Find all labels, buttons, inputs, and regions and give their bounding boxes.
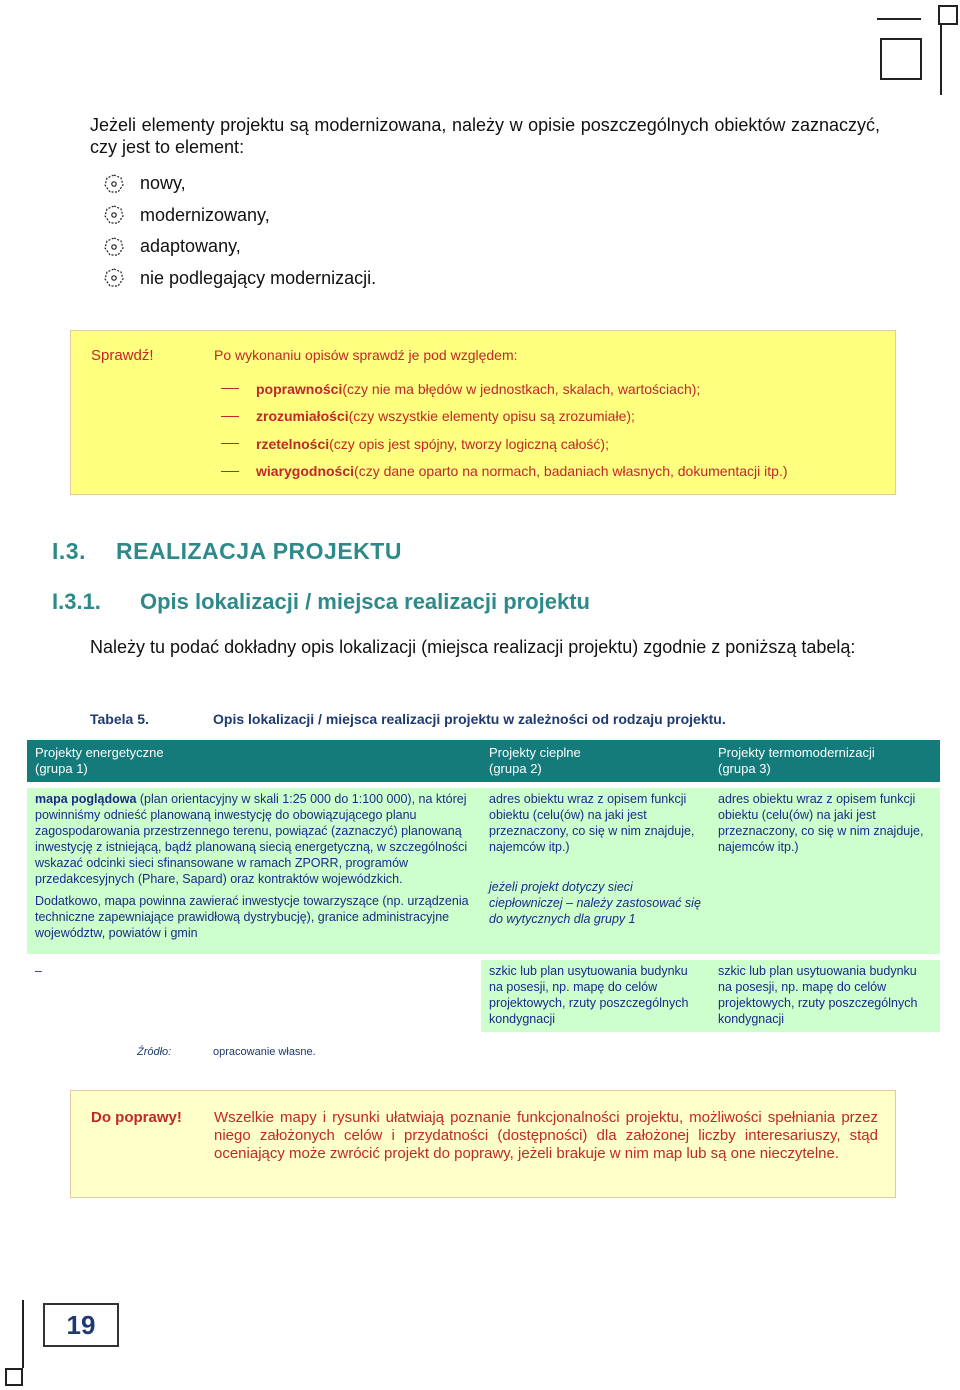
page-number: 19 bbox=[43, 1303, 119, 1347]
bullet-icon bbox=[104, 268, 124, 288]
bottom-square-small bbox=[5, 1368, 23, 1386]
table-row bbox=[27, 960, 940, 1032]
list-item bbox=[104, 231, 376, 263]
table-cell: szkic lub plan usytuowania budynku na posesji, np. mapę do celów projektowych, rzuty poszczególnych kondygnacji bbox=[481, 960, 710, 1032]
location-table bbox=[27, 740, 940, 1032]
subsection-heading bbox=[52, 589, 590, 615]
check-intro: Po wykonaniu opisów sprawdź je pod względem: bbox=[214, 347, 518, 363]
source-text: opracowanie własne. bbox=[213, 1046, 316, 1058]
header-cell: Projekty cieplne (grupa 2) bbox=[489, 745, 581, 776]
check-desc: (czy wszystkie elementy opisu są zrozumiałe); bbox=[348, 408, 635, 425]
section-number: I.3. bbox=[52, 538, 86, 564]
fix-title: Do poprawy! bbox=[91, 1109, 182, 1126]
list-item bbox=[221, 430, 788, 458]
table-cell: – bbox=[27, 960, 481, 1032]
corner-square-top bbox=[877, 18, 921, 20]
list-item bbox=[221, 458, 788, 486]
check-list bbox=[221, 375, 788, 485]
table-caption: Tabela 5. bbox=[90, 711, 149, 727]
check-term: wiarygodności bbox=[256, 463, 355, 480]
subsection-title: Opis lokalizacji / miejsca realizacji projektu bbox=[140, 589, 590, 614]
check-term: rzetelności bbox=[256, 435, 330, 452]
check-callout bbox=[70, 330, 896, 495]
intro-paragraph: Jeżeli elementy projektu są modernizowana, należy w opisie poszczególnych obiektów zaznaczyć, czy jest to element: bbox=[90, 115, 880, 157]
check-title: Sprawdź! bbox=[91, 347, 154, 364]
list-item-label: adaptowany, bbox=[140, 236, 241, 257]
table-cell: adres obiektu wraz z opisem funkcji obiektu (celu(ów) na jaki jest przeznaczony, co się w nim znajduje, najemców itp.) jeżeli projekt dotyczy sieci ciepłowniczej – należy zastosować się do wytycznych dla grupy 1 bbox=[481, 788, 710, 954]
corner-square-small bbox=[938, 5, 958, 25]
check-desc: (czy nie ma błędów w jednostkach, skalach, wartościach); bbox=[342, 380, 701, 397]
list-item bbox=[104, 168, 376, 200]
list-item bbox=[221, 403, 788, 431]
bullet-icon bbox=[104, 237, 124, 257]
bottom-line bbox=[22, 1300, 24, 1368]
table-header bbox=[27, 740, 940, 782]
fix-text: Wszelkie mapy i rysunki ułatwiają poznanie funkcjonalności projektu, możliwości spełniania przez niego założonych celów i przydatności (dostępności) dla założonej liczby interesariuszy, stąd oceniający może zwrócić projekt do poprawy, jeżeli brakuje w nim map lub są one nieczytelne. bbox=[214, 1109, 878, 1162]
corner-line bbox=[940, 25, 942, 95]
list-item-label: nowy, bbox=[140, 173, 186, 194]
subsection-number: I.3.1. bbox=[52, 589, 101, 614]
list-item-label: nie podlegający modernizacji. bbox=[140, 267, 377, 288]
list-item bbox=[104, 200, 376, 232]
table-cell: mapa poglądowa (plan orientacyjny w skali 1:25 000 do 1:100 000), na której powinniśmy odnieść planowaną inwestycję do obowiązującego planu zagospodarowania przestrzennego terenu, powiązać (zaznaczyć) planowaną inwestycję z istniejącą, bądź planowaną siecią energetyczną, w szczególności wskazać odcinki sieci sfinansowane w ramach ZPORR, programów przedakcesyjnych (Phare, Sapard) oraz kontraktów wojewódzkich. Dodatkowo, mapa powinna zawierać inwestycje towarzyszące (np. urządzenia techniczne zapewniające prawidłową dystrybucję), granice administracyjne województw, powiatów i gmin bbox=[27, 788, 481, 954]
check-desc: (czy dane oparto na normach, badaniach własnych, dokumentacji itp.) bbox=[354, 463, 788, 480]
table-row bbox=[27, 788, 940, 954]
corner-square-large bbox=[880, 38, 922, 80]
table-title: Opis lokalizacji / miejsca realizacji projektu w zależności od rodzaju projektu. bbox=[213, 711, 726, 727]
check-term: zrozumiałości bbox=[256, 408, 349, 425]
section-heading bbox=[52, 538, 402, 565]
source-label: Źródło: bbox=[137, 1046, 172, 1058]
element-status-list bbox=[104, 168, 376, 294]
check-term: poprawności bbox=[256, 380, 343, 397]
lead-paragraph: Należy tu podać dokładny opis lokalizacji (miejsca realizacji projektu) zgodnie z poniższą tabelą: bbox=[90, 637, 856, 657]
header-cell: Projekty termomodernizacji (grupa 3) bbox=[718, 745, 875, 776]
check-desc: (czy opis jest spójny, tworzy logiczną całość); bbox=[329, 435, 609, 452]
list-item bbox=[104, 263, 376, 295]
fix-callout bbox=[70, 1090, 896, 1198]
list-item bbox=[221, 375, 788, 403]
section-title: REALIZACJA PROJEKTU bbox=[116, 538, 402, 564]
table-cell: adres obiektu wraz z opisem funkcji obiektu (celu(ów) na jaki jest przeznaczony, co się w nim znajduje, najemców itp.) bbox=[710, 788, 940, 954]
table-cell: szkic lub plan usytuowania budynku na posesji, np. mapę do celów projektowych, rzuty poszczególnych kondygnacji bbox=[710, 960, 940, 1032]
bullet-icon bbox=[104, 174, 124, 194]
header-cell: Projekty energetyczne (grupa 1) bbox=[35, 745, 164, 776]
bullet-icon bbox=[104, 205, 124, 225]
list-item-label: modernizowany, bbox=[140, 204, 270, 225]
